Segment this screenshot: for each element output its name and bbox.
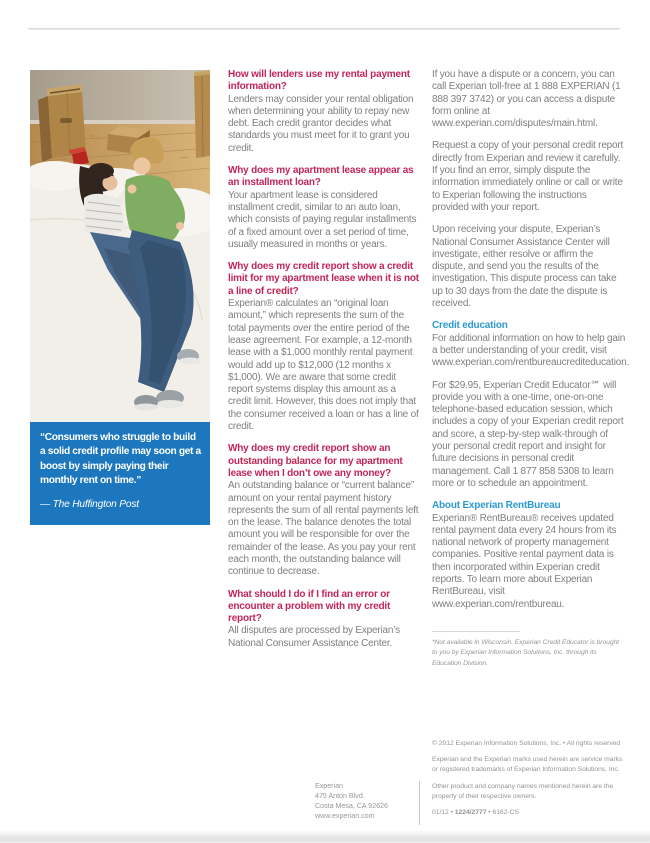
- couple-moving-photo: [30, 70, 210, 422]
- photo-illustration: [30, 70, 210, 422]
- faq-answer: An outstanding balance or “current balance” amount on your rental payment history represents the sum of all rental payments left on the lease. The balance denotes the total amount you will be responsible for over the remainder of the lease. As you pay your rent each month, the outstanding balance will continue to decrease.: [228, 480, 419, 578]
- faq-answer: Experian® calculates an “original loan amount,” which represents the sum of the total payments over the entire period of the lease agreement. For example, a 12-month lease with a $1,000 monthly rental payment would add up to $12,000 (12 months x $1,000). We are aware that some credit report systems display this amount as a credit limit. However, this does not imply that the consumer received a loan or has a line of credit.: [228, 298, 419, 433]
- trademark-line: Experian and the Experian marks used herein are service marks or registered trademarks of Experian Information Solutions, Inc.: [432, 756, 623, 774]
- faq-column: [228, 69, 419, 660]
- credit-education-heading: Credit education: [432, 320, 508, 332]
- address-line: www.experian.com: [315, 810, 375, 820]
- legal-block: [432, 739, 628, 824]
- footnote-rule: [432, 631, 520, 632]
- other-marks-line: Other product and company names mentioned herein are the property of their respective owners.: [432, 782, 614, 800]
- info-column: [432, 69, 630, 680]
- faq-question: Why does my credit report show a credit limit for my apartment lease when it is not a line of credit?: [228, 261, 419, 297]
- education-paragraph: For additional information on how to help gain a better understanding of your credit, visit www.experian.com/rentbureaucrediteducation.: [432, 332, 630, 369]
- faq-answer: All disputes are processed by Experian’s National Consumer Assistance Center.: [228, 625, 400, 649]
- faq-item: [228, 69, 419, 155]
- faq-answer: Lenders may consider your rental obligation when determining your ability to repay new debt. Each credit grantor decides what standards you must meet for it to grant you credit.: [228, 93, 414, 154]
- address-line: 475 Anton Blvd.: [315, 790, 365, 800]
- faq-item: [228, 443, 419, 578]
- faq-answer: Your apartment lease is considered installment credit, similar to an auto loan, which consists of paying regular installments of a fixed amount over a set period of time, usually measured in months or years.: [228, 189, 417, 250]
- address-line: Costa Mesa, CA 92626: [315, 800, 388, 810]
- print-code-date: 01/12 •: [432, 809, 455, 817]
- faq-question: Why does my credit report show an outstanding balance for my apartment lease when I don’t owe any money?: [228, 443, 403, 479]
- footnote-text: *Not available in Wisconsin. Experian Credit Educator is brought to you by Experian Information Solutions, Inc. through its Education Division.: [432, 638, 619, 668]
- copyright-line: © 2012 Experian Information Solutions, Inc. • All rights reserved: [432, 740, 621, 747]
- credit-educator-paragraph: For $29.95, Experian Credit Educator℠ will provide you with a one-time, one-on-one telephone-based education session, which includes a copy of your Experian credit report and score, a step-by-step walk-through of your personal credit report and insight for future decisions in personal credit management. Call 1 877 858 5308 to learn more or to schedule an appointment.: [432, 379, 624, 489]
- faq-question: How will lenders use my rental payment information?: [228, 69, 410, 93]
- quote-text: “Consumers who struggle to build a solid credit profile may soon get a boost by simply paying their monthly rent on time.”: [40, 432, 201, 487]
- faq-item: [228, 165, 419, 251]
- print-code-line: [432, 808, 628, 818]
- print-code-number: 1224/2777: [454, 809, 487, 817]
- press-quote-box: [30, 422, 210, 525]
- rentbureau-heading: About Experian RentBureau: [432, 500, 561, 512]
- faq-item: [228, 261, 419, 433]
- faq-question: What should I do if I find an error or encounter a problem with my credit report?: [228, 588, 391, 625]
- faq-question: Why does my apartment lease appear as an installment loan?: [228, 165, 414, 189]
- address-line: Experian: [315, 781, 343, 790]
- page-top-edge-line: [28, 28, 620, 30]
- page-bottom-shadow: [0, 830, 650, 843]
- faq-item: [228, 589, 419, 650]
- investigation-paragraph: Upon receiving your dispute, Experian’s National Consumer Assistance Center will investigate, either resolve or affirm the dispute, and send you the results of the investigation. This dispute process can take up to 30 days from the date the dispute is received.: [432, 224, 617, 310]
- report-request-paragraph: Request a copy of your personal credit report directly from Experian and review it carefully. If you find an error, simply dispute the information immediately online or call or write to Experian following the instructions provided with your report.: [432, 140, 624, 213]
- footer-divider-line: [419, 781, 420, 825]
- quote-attribution: — The Huffington Post: [40, 498, 139, 510]
- publisher-address: [315, 781, 388, 821]
- dispute-paragraph: If you have a dispute or a concern, you can call Experian toll-free at 1 888 EXPERIAN (1 888 397 3742) or you can access a dispute form online at www.experian.com/disputes/main.html.: [432, 69, 621, 130]
- rentbureau-paragraph: Experian® RentBureau® receives updated rental payment data every 24 hours from its national network of property management companies. Positive rental payment data is then incorporated within Experian credit reports. To learn more about Experian RentBureau, visit www.experian.com/rentbureau.: [432, 512, 617, 610]
- print-code-suffix: • 6162-CS: [486, 809, 519, 817]
